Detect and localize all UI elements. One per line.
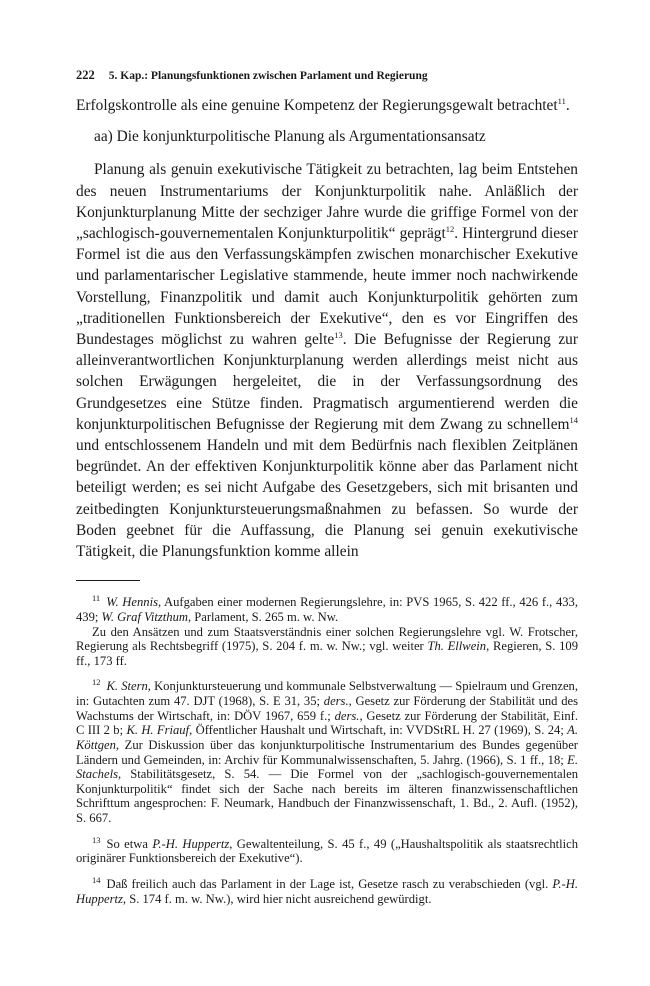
footnote-number: 11: [92, 593, 101, 604]
footnote-number: 12: [92, 677, 101, 688]
page-number: 222: [76, 68, 95, 82]
book-page: [76, 66, 578, 913]
footnote-separator: [76, 580, 140, 581]
footnote-ref-14[interactable]: 14: [569, 414, 578, 425]
footnote-13: $^{13}$ So etwa P.-H. Huppertz, Gewaltenteilung, S. 45 f., 49 („Haushaltspolitik als staatsrechtlich originärer Funktionsbereich der Exekutive“).: [76, 834, 579, 866]
footnote-11: $^{11}$ W. Hennis, Aufgaben einer modernen Regierungslehre, in: PVS 1965, S. 422 ff., 426 f., 433, 439; W. Graf Vitzthum, Parlament, S. 265 m. w. Nw. Zu den Ansätzen und zum Staatsverständnis einer solchen Regierungslehre vgl. W. Frotscher, Regierung als Rechtsbegriff (1975), S. 204 f. m. w. Nw.; vgl. weiter Th. Ellwein, Regieren, S. 109 ff., 173 ff.: [76, 593, 579, 668]
paragraph: Planung als genuin exekutivische Tätigkeit zu betrachten, lag beim Entstehen des neuen Instrumentariums der Konjunkturpolitik nahe. Anläßlich der Konjunkturplanung Mitte der sechziger Jahre wurde die griffige Formel von der „sachlogisch-gouvernementalen Konjunkturpolitik“ geprägt$^{12}$. Hintergrund dieser Formel ist die aus den Verfassungskämpfen zwischen monarchischer Exekutive und parlamentarischer Legislative stammende, heute immer noch nachwirkende Vorstellung, Finanzpolitik und damit auch Konjunkturpolitik gehörten zum „traditionellen Funktionsbereich der Exekutive“, den es vor Eingriffen des Bundestages möglichst zu wahren gelte$^{13}$. Die Befugnisse der Regierung zur alleinverantwortlichen Konjunkturplanung werden allerdings meist nicht aus solchen Erwägungen hergeleitet, die in der Verfassungsordnung des Grundgesetzes eine Stütze finden. Pragmatisch argumentierend werden die konjunkturpolitischen Befugnisse der Regierung mit dem Zwang zu schnellem$^{14}$ und entschlossenem Handeln und mit dem Bedürfnis nach flexiblen Zeitplänen begründet. An der effektiven Konjunkturpolitik könne aber das Parlament nicht beteiligt werden; es sei nicht Aufgabe des Gesetzgebers, sich mit brisanten und zeitbedingten Konjunktursteuerungsmaßnahmen zu befassen. So wurde der Boden geebnet für die Auffassung, die Planung sei genuin exekutivische Tätigkeit, die Planungsfunktion komme allein: [76, 161, 578, 561]
footnote-ref-12[interactable]: 12: [445, 223, 455, 234]
body-text: [76, 95, 578, 562]
footnote-number: 13: [92, 834, 101, 845]
footnote-14: $^{14}$ Daß freilich auch das Parlament in der Lage ist, Gesetze rasch zu verabschieden (vgl. P.-H. Huppertz, S. 174 f. m. w. Nw.), wird hier nicht ausreichend gewürdigt.: [76, 874, 578, 906]
footnote-ref-11[interactable]: 11: [557, 95, 566, 106]
chapter-title: 5. Kap.: Planungsfunktionen zwischen Parlament und Regierung: [108, 70, 428, 82]
footnote-ref-13[interactable]: 13: [334, 329, 343, 340]
running-head: [76, 66, 578, 85]
footnote-12: $^{12}$ K. Stern, Konjunktursteuerung und kommunale Selbstverwaltung — Spielraum und Grenzen, in: Gutachten zum 47. DJT (1968), S. E 31, 35; ders., Gesetz zur Förderung der Stabilität und des Wachstums der Wirtschaft, in: DÖV 1967, 659 f.; ders., Gesetz zur Förderung der Stabilität, Einf. C III 2 b; K. H. Friauf, Öffentlicher Haushalt und Wirtschaft, in: VVDStRL H. 27 (1969), S. 24; A. Köttgen, Zur Diskussion über das konjunkturpolitische Instrumentarium des Bundes gegenüber Ländern und Gemeinden, in: Archiv für Kommunalwissenschaften, 5. Jahrg. (1966), S. 1 ff., 18; E. Stachels, Stabilitätsgesetz, S. 54. — Die Formel von der „sachlogisch-gouvernementalen Konjunkturpolitik“ findet sich der Sache nach bereits im älteren finanzwissenschaftlichen Schrifttum angesprochen: F. Neumark, Handbuch der Finanzwissenschaft, 1. Bd., 2. Aufl. (1952), S. 667.: [76, 677, 579, 825]
section-heading: aa) Die konjunkturpolitische Planung als Argumentationsansatz: [94, 128, 486, 146]
footnotes: [76, 591, 578, 906]
footnote-number: 14: [92, 874, 101, 885]
paragraph-continued: Erfolgskontrolle als eine genuine Kompetenz der Regierungsgewalt betrachtet$^{11}$.: [76, 95, 570, 114]
